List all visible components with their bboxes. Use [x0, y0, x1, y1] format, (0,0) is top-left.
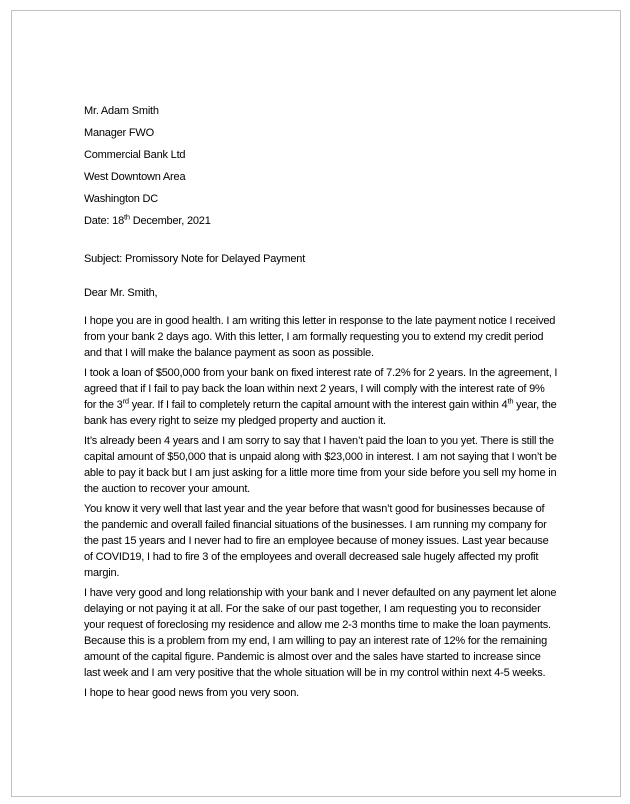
recipient-line: West Downtown Area [84, 171, 186, 183]
date-line: Date: 18th December, 2021 [84, 212, 211, 227]
letter-page [11, 10, 621, 797]
body-paragraph: It’s already been 4 years and I am sorry to say that I haven’t paid the loan to you yet. There is still the capital amount of $50,000 that is unpaid along with $23,000 in interest. I am not saying that I won’t be able to pay it back but I am just asking for a little more time from your side before you sell my home in the auction to recover your amount. [84, 435, 557, 495]
letter-content [12, 11, 620, 701]
body-paragraph: I hope you are in good health. I am writing this letter in response to the late payment notice I received from your bank 2 days ago. With this letter, I am formally requesting you to extend my credit period and that I will make the balance payment as soon as possible. [84, 315, 556, 359]
recipient-block [84, 103, 558, 207]
body-paragraph: I hope to hear good news from you very soon. [84, 687, 299, 699]
recipient-line: Mr. Adam Smith [84, 105, 159, 117]
recipient-line: Manager FWO [84, 127, 154, 139]
body-paragraph: I took a loan of $500,000 from your bank on fixed interest rate of 7.2% for 2 years. In the agreement, I agreed that if I fail to pay back the loan within next 2 years, I will comply with the interest rate of 9% for the 3rd year. If I fail to completely return the capital amount with the interest gain within 4th year, the bank has every right to seize my pledged property and auction it. [84, 367, 558, 427]
recipient-line: Washington DC [84, 193, 159, 205]
body-paragraph: I have very good and long relationship with your bank and I never defaulted on any payment let alone delaying or not paying it at all. For the sake of our past together, I am requesting you to reconsider your request of foreclosing my residence and allow me 2-3 months time to make the loan payments. Because this is a problem from my end, I am willing to pay an interest rate of 12% for the remaining amount of the capital figure. Pandemic is almost over and the sales have started to increase since last week and I am very positive that the whole situation will be in my control within next 4-5 weeks. [84, 587, 557, 679]
salutation: Dear Mr. Smith, [84, 287, 158, 299]
ordinal-superscript: rd [122, 396, 129, 406]
ordinal-superscript: th [123, 212, 130, 222]
letter-body [84, 307, 558, 701]
recipient-line: Commercial Bank Ltd [84, 149, 186, 161]
body-paragraph: You know it very well that last year and the year before that wasn’t good for businesses because of the pandemic and overall failed financial situations of the businesses. I am running my company for the past 15 years and I never had to fire an employee because of money issues. Last year because of COVID19, I had to fire 3 of the employees and overall decreased sale hugely affected my profit margin. [84, 503, 549, 579]
subject-line: Subject: Promissory Note for Delayed Payment [84, 253, 306, 265]
ordinal-superscript: th [507, 396, 514, 406]
